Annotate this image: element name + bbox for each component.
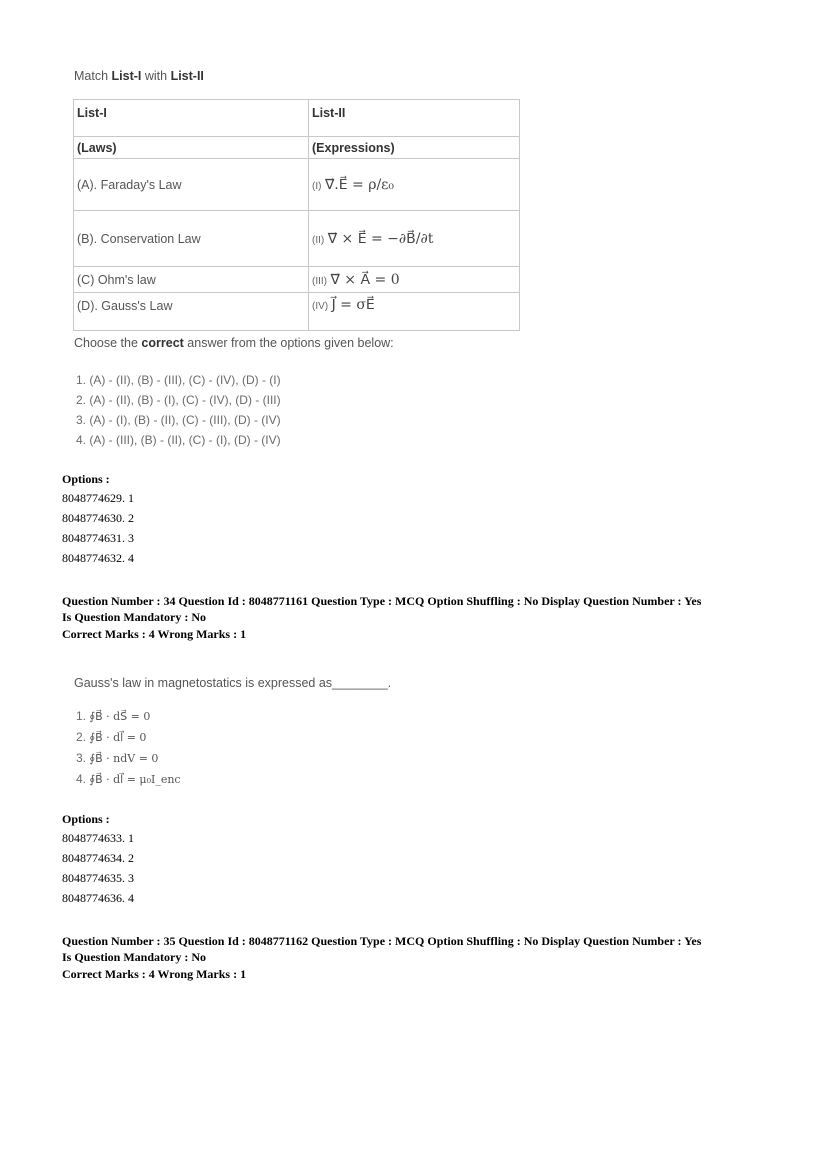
- q34-question: Gauss's law in magnetostatics is expressed as________.: [74, 676, 392, 690]
- law-d: (D). Gauss's Law: [74, 293, 309, 331]
- q33-choice-list: [76, 370, 281, 450]
- q33-choice-1: 1. (A) - (II), (B) - (III), (C) - (IV), (D) - (I): [76, 373, 281, 387]
- choose-suffix: answer from the options given below:: [183, 336, 394, 350]
- expr-cell-4: [309, 293, 520, 331]
- choose-prefix: Choose the: [74, 336, 142, 350]
- law-b: (B). Conservation Law: [74, 211, 309, 267]
- q34-choice-4: [76, 769, 181, 790]
- q33-option-4: 8048774632. 4: [62, 551, 134, 565]
- table-sub-expressions: (Expressions): [309, 137, 520, 159]
- law-c: (C) Ohm's law: [74, 267, 309, 293]
- expr-1: ∇⃗.E⃗ = ρ/ε₀: [324, 176, 395, 193]
- q35-meta-line2: Is Question Mandatory : No: [62, 950, 207, 964]
- q34-choice-3-expr: ∮B⃗ · ndV = 0: [89, 752, 159, 765]
- q34-choice-3-num: 3.: [76, 751, 87, 765]
- q34-choice-2-expr: ∮B⃗ · dl⃗ = 0: [89, 731, 147, 744]
- q34-choice-1-num: 1.: [76, 709, 87, 723]
- choose-instruction: [74, 336, 394, 350]
- q33-option-3: 8048774631. 3: [62, 531, 134, 545]
- table-sub-laws: (Laws): [74, 137, 309, 159]
- expr-tag-2: (II): [312, 234, 325, 246]
- expr-cell-1: [309, 159, 520, 211]
- q35-meta-line3: Correct Marks : 4 Wrong Marks : 1: [62, 967, 247, 981]
- q35-meta-line1: Question Number : 35 Question Id : 8048771162 Question Type : MCQ Option Shuffling : No Display Question Number : Yes: [62, 934, 702, 948]
- q33-choice-3: 3. (A) - (I), (B) - (II), (C) - (III), (D) - (IV): [76, 413, 281, 427]
- q34-meta-line3: Correct Marks : 4 Wrong Marks : 1: [62, 627, 247, 641]
- q34-option-3: 8048774635. 3: [62, 871, 134, 885]
- q34-choice-2: [76, 727, 181, 748]
- list2-label: List-II: [170, 69, 204, 83]
- q34-option-4: 8048774636. 4: [62, 891, 134, 905]
- q34-meta-line1: Question Number : 34 Question Id : 8048771161 Question Type : MCQ Option Shuffling : No Display Question Number : Yes: [62, 594, 702, 608]
- q33-option-2: 8048774630. 2: [62, 511, 134, 525]
- expr-cell-2: [309, 211, 520, 267]
- q34-option-2: 8048774634. 2: [62, 851, 134, 865]
- q33-options-label: Options :: [62, 472, 110, 486]
- q33-choice-4: 4. (A) - (III), (B) - (II), (C) - (I), (D) - (IV): [76, 433, 281, 447]
- match-prefix: Match: [74, 69, 112, 83]
- q34-choice-1-expr: ∮B⃗ · dS⃗ = 0: [89, 710, 151, 723]
- law-a: (A). Faraday's Law: [74, 159, 309, 211]
- expr-tag-1: (I): [312, 180, 322, 192]
- q34-choice-1: [76, 706, 181, 727]
- expr-3: ∇⃗ × A⃗ = 0: [330, 271, 400, 288]
- q33-option-1: 8048774629. 1: [62, 491, 134, 505]
- table-head-list2: List-II: [309, 100, 520, 137]
- expr-2: ∇⃗ × E⃗ = −∂B⃗/∂t: [327, 230, 434, 247]
- match-with: with: [141, 69, 171, 83]
- expr-4: J⃗ = σE⃗: [331, 297, 375, 313]
- choose-bold: correct: [141, 336, 184, 350]
- list1-label: List-I: [111, 69, 142, 83]
- q34-choice-3: [76, 748, 181, 769]
- expr-tag-3: (III): [312, 275, 327, 287]
- q34-choice-list: [76, 706, 181, 790]
- table-head-list1: List-I: [74, 100, 309, 137]
- expr-cell-3: [309, 267, 520, 293]
- q34-option-1: 8048774633. 1: [62, 831, 134, 845]
- q34-choice-4-num: 4.: [76, 772, 87, 786]
- q33-choice-2: 2. (A) - (II), (B) - (I), (C) - (IV), (D) - (III): [76, 393, 281, 407]
- q34-options-label: Options :: [62, 812, 110, 826]
- q34-meta-line2: Is Question Mandatory : No: [62, 610, 207, 624]
- expr-tag-4: (IV): [312, 301, 329, 312]
- match-table: [73, 99, 520, 331]
- q34-choice-2-num: 2.: [76, 730, 87, 744]
- q34-choice-4-expr: ∮B⃗ · dl⃗ = μ₀I_enc: [89, 773, 181, 786]
- match-instruction: [74, 69, 204, 83]
